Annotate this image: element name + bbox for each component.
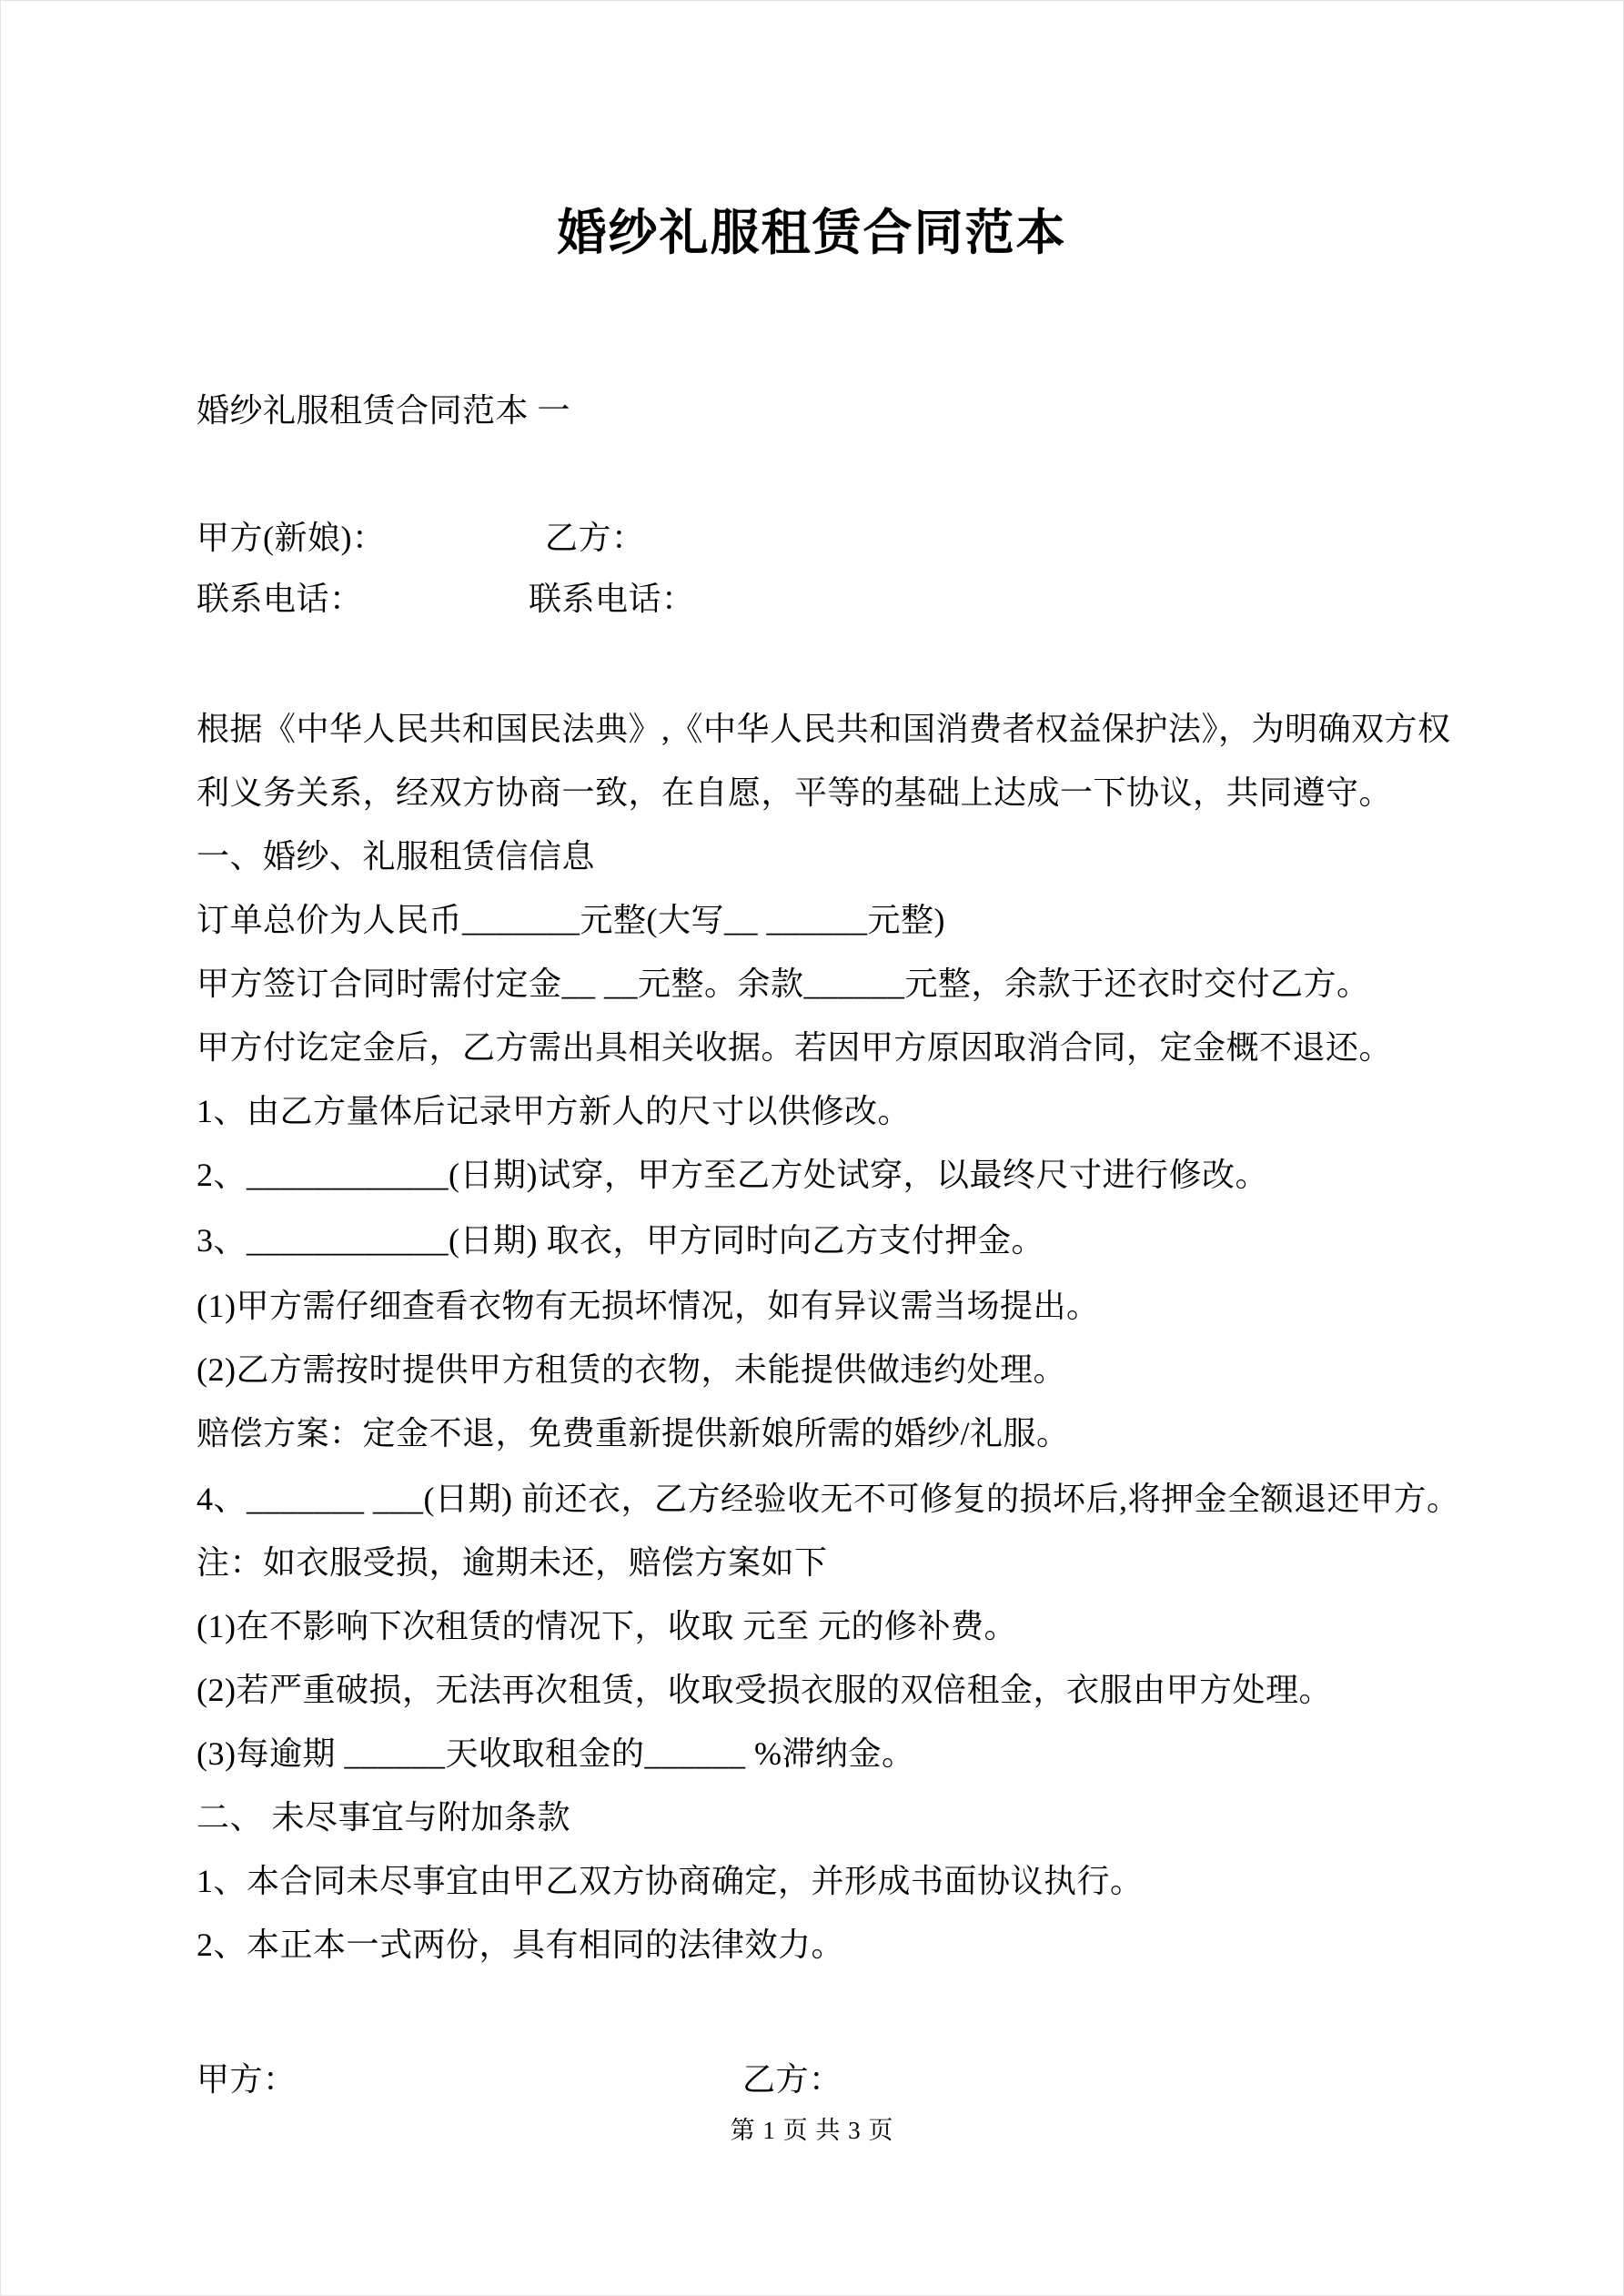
clause-3-sub-2: (2)乙方需按时提供甲方租赁的衣物，未能提供做违约处理。 — [197, 1351, 1066, 1388]
section-1-heading: 一、婚纱、礼服租赁信信息 — [197, 838, 596, 875]
page-number-footer: 第 1 页 共 3 页 — [730, 2117, 894, 2144]
document-title: 婚纱礼服租赁合同范本 — [557, 206, 1067, 260]
clause-4-return: 4、_______ ___(日期) 前还衣，乙方经验收无不可修复的损坏后,将押金全额退还甲方。 — [197, 1481, 1460, 1517]
party-a-label: 甲方(新娘)： — [197, 520, 386, 556]
signature-party-a-label: 甲方： — [197, 2061, 297, 2098]
clause-compensation: 赔偿方案：定金不退，免费重新提供新娘所需的婚纱/礼服。 — [197, 1415, 1070, 1451]
party-b-phone-label: 联系电话： — [529, 581, 695, 617]
note-heading: 注：如衣服受损，逾期未还，赔偿方案如下 — [197, 1544, 828, 1581]
clause-receipt: 甲方付讫定金后，乙方需出具相关收据。若因甲方原因取消合同，定金概不退还。 — [197, 1029, 1393, 1066]
clause-deposit: 甲方签订合同时需付定金__ __元整。余款______元整，余款于还衣时交付乙方。 — [197, 966, 1370, 1002]
intro-line-2: 利义务关系，经双方协商一致，在自愿，平等的基础上达成一下协议，共同遵守。 — [197, 774, 1393, 811]
clause-order-total: 订单总价为人民币_______元整(大写__ ______元整) — [197, 902, 945, 938]
section-2-clause-2: 2、本正本一式两份，具有相同的法律效力。 — [197, 1927, 845, 1963]
section-2-heading: 二、 未尽事宜与附加条款 — [197, 1799, 571, 1836]
clause-1-measure: 1、由乙方量体后记录甲方新人的尺寸以供修改。 — [197, 1093, 912, 1129]
clause-3-pickup: 3、____________(日期) 取衣，甲方同时向乙方支付押金。 — [197, 1222, 1044, 1259]
intro-line-1: 根据《中华人民共和国民法典》,《中华人民共和国消费者权益保护法》，为明确双方权 — [197, 711, 1451, 747]
signature-party-b-label: 乙方： — [742, 2061, 842, 2098]
party-b-label: 乙方： — [545, 520, 645, 556]
note-sub-2: (2)若严重破损，无法再次租赁，收取受损衣服的双倍租金，衣服由甲方处理。 — [197, 1672, 1332, 1708]
note-sub-1: (1)在不影响下次租赁的情况下，收取 元至 元的修补费。 — [197, 1608, 1017, 1644]
clause-3-sub-1: (1)甲方需仔细查看衣物有无损坏情况，如有异议需当场提出。 — [197, 1288, 1100, 1324]
note-sub-3: (3)每逾期 ______天收取租金的______ %滞纳金。 — [197, 1735, 915, 1772]
party-a-phone-label: 联系电话： — [197, 581, 363, 617]
clause-2-fitting: 2、____________(日期)试穿，甲方至乙方处试穿，以最终尺寸进行修改。 — [197, 1157, 1268, 1193]
section-2-clause-1: 1、本合同未尽事宜由甲乙双方协商确定，并形成书面协议执行。 — [197, 1863, 1144, 1899]
document-subtitle: 婚纱礼服租赁合同范本 一 — [197, 392, 571, 429]
